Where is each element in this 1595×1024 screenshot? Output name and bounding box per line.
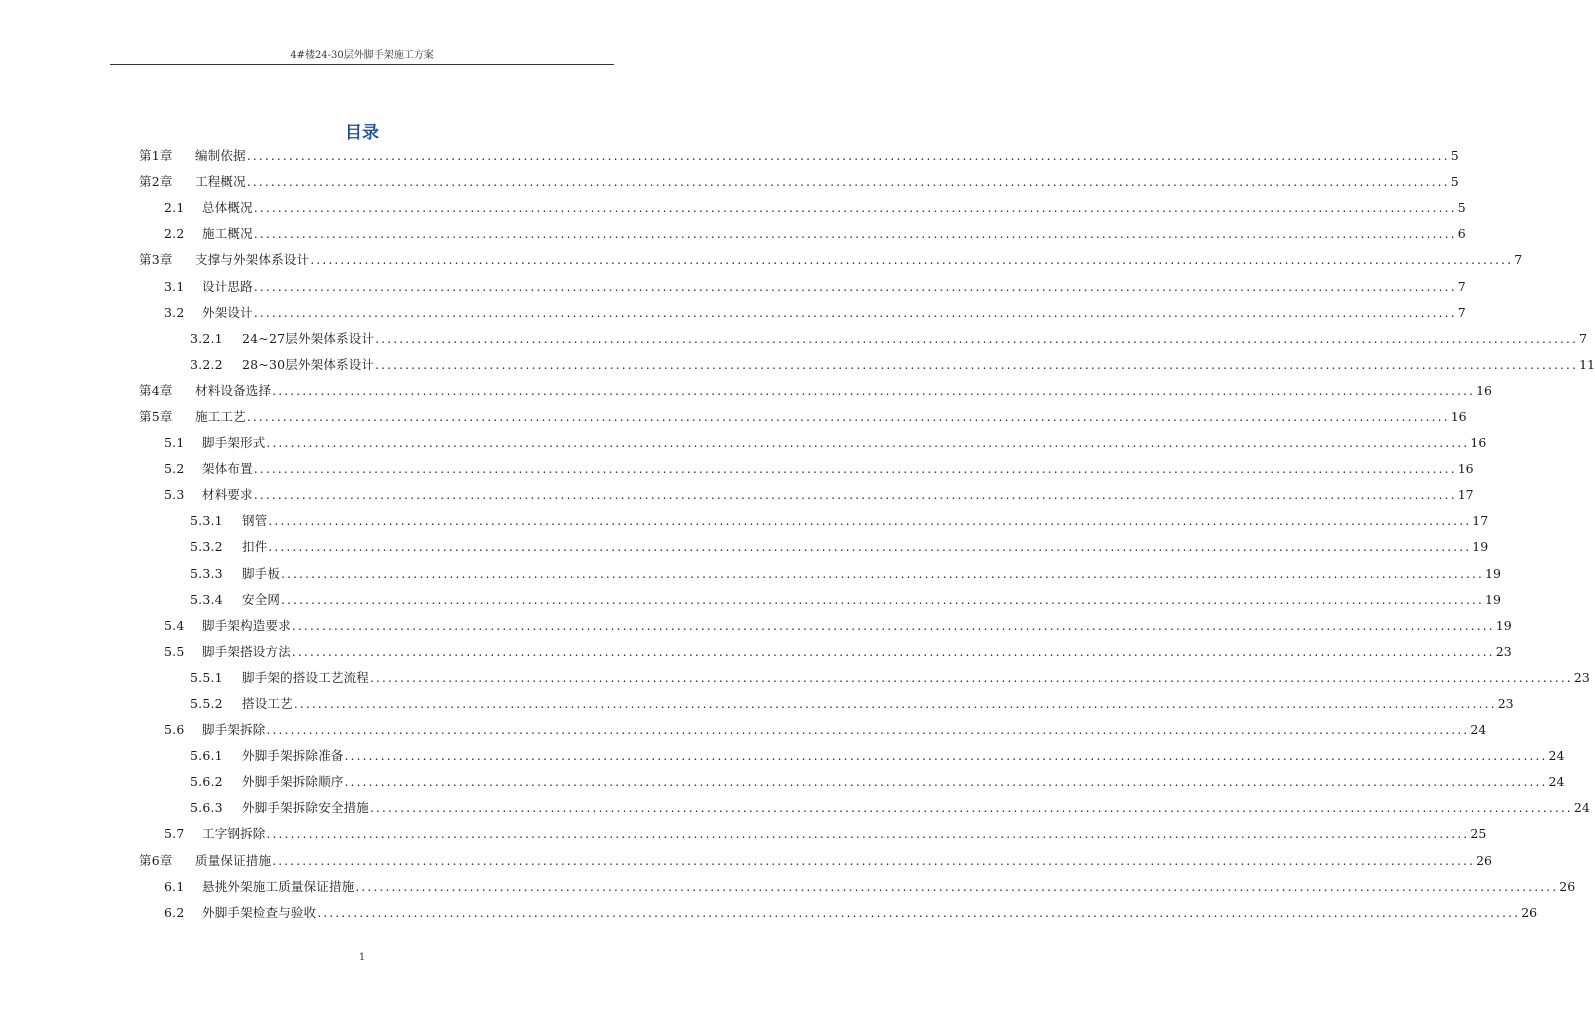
toc-entry[interactable] bbox=[0, 221, 1466, 247]
toc-entry-text: 材料要求 bbox=[202, 487, 253, 503]
toc-entry-text: 外脚手架拆除顺序 bbox=[242, 774, 344, 790]
toc-entry-page: 26 bbox=[1521, 904, 1538, 920]
toc-entry[interactable] bbox=[0, 587, 1501, 613]
toc-entry-page: 7 bbox=[1457, 278, 1466, 294]
toc-entry-text: 施工概况 bbox=[202, 226, 253, 242]
toc-dot-leader: ........................................................................................................................................................................................................ bbox=[293, 697, 1497, 712]
toc-entry-label bbox=[139, 148, 247, 164]
toc-dot-leader: ........................................................................................................................................................................................................ bbox=[344, 775, 1548, 790]
toc-entry-label bbox=[164, 279, 254, 295]
toc-dot-leader: ........................................................................................................................................................................................................ bbox=[370, 801, 1573, 816]
toc-entry-text: 脚手架形式 bbox=[202, 435, 266, 451]
toc-entry[interactable] bbox=[0, 795, 1590, 821]
toc-dot-leader: ........................................................................................................................................................................................................ bbox=[291, 644, 1495, 659]
toc-entry-text: 28~30层外架体系设计 bbox=[242, 356, 375, 372]
toc-entry-label bbox=[190, 331, 375, 347]
toc-title: 目录 bbox=[345, 123, 379, 143]
toc-entry-page: 17 bbox=[1457, 487, 1474, 503]
toc-dot-leader: ........................................................................................................................................................................................................ bbox=[268, 540, 1472, 555]
toc-entry-number: 5.3.2 bbox=[190, 539, 223, 555]
toc-entry-number: 5.3 bbox=[164, 487, 185, 503]
toc-entry-label bbox=[164, 305, 254, 321]
toc-entry-text: 脚手架的搭设工艺流程 bbox=[242, 669, 370, 685]
toc-entry-label bbox=[139, 409, 247, 425]
toc-entry-page: 16 bbox=[1457, 461, 1474, 477]
toc-entry-text: 脚手板 bbox=[242, 565, 281, 581]
toc-entry[interactable] bbox=[0, 665, 1590, 691]
toc-entry-label bbox=[190, 748, 345, 764]
toc-entry-page: 23 bbox=[1495, 643, 1512, 659]
toc-dot-leader: ........................................................................................................................................................................................................ bbox=[253, 279, 1457, 294]
toc-entry[interactable] bbox=[0, 430, 1487, 456]
toc-entry-label bbox=[164, 487, 254, 503]
toc-entry-number: 5.3.4 bbox=[190, 591, 223, 607]
toc-entry-page: 24 bbox=[1548, 748, 1565, 764]
toc-entry-text: 脚手架搭设方法 bbox=[202, 643, 291, 659]
toc-entry-text: 工字钢拆除 bbox=[202, 826, 266, 842]
toc-entry-page: 19 bbox=[1495, 617, 1512, 633]
toc-dot-leader: ........................................................................................................................................................................................................ bbox=[310, 253, 1514, 268]
toc-entry-number: 5.2 bbox=[164, 461, 185, 477]
toc-entry-label bbox=[190, 566, 281, 582]
toc-entry[interactable] bbox=[0, 534, 1489, 560]
toc-entry[interactable] bbox=[0, 821, 1487, 847]
toc-entry-page: 24 bbox=[1573, 800, 1590, 816]
toc-entry-label bbox=[164, 905, 317, 921]
toc-dot-leader: ........................................................................................................................................................................................................ bbox=[375, 331, 1579, 346]
toc-entry-text: 编制依据 bbox=[195, 148, 246, 164]
toc-entry[interactable] bbox=[0, 404, 1467, 430]
toc-dot-leader: ........................................................................................................................................................................................................ bbox=[246, 149, 1450, 164]
toc-entry-text: 钢管 bbox=[242, 513, 268, 529]
toc-entry-number: 6.2 bbox=[164, 904, 185, 920]
toc-entry[interactable] bbox=[0, 639, 1512, 665]
toc-entry-label bbox=[164, 226, 254, 242]
toc-entry-page: 16 bbox=[1476, 382, 1492, 398]
toc-dot-leader: ........................................................................................................................................................................................................ bbox=[317, 905, 1521, 920]
toc-entry-text: 支撑与外架体系设计 bbox=[195, 252, 310, 268]
toc-entry[interactable] bbox=[0, 169, 1459, 195]
toc-entry-page: 19 bbox=[1485, 591, 1501, 607]
toc-entry-label bbox=[190, 513, 268, 529]
toc-dot-leader: ........................................................................................................................................................................................................ bbox=[291, 618, 1495, 633]
toc-entry-label bbox=[164, 644, 292, 660]
toc-entry-number: 5.5.2 bbox=[190, 696, 223, 712]
toc-entry[interactable] bbox=[0, 848, 1492, 874]
toc-entry-page: 6 bbox=[1457, 226, 1466, 242]
toc-entry-label bbox=[190, 592, 281, 608]
page-number: 1 bbox=[358, 952, 366, 963]
toc-entry-number: 3.1 bbox=[164, 278, 185, 294]
toc-entry-text: 悬挑外架施工质量保证措施 bbox=[202, 878, 355, 894]
toc-dot-leader: ........................................................................................................................................................................................................ bbox=[281, 592, 1484, 607]
toc-entry-number: 5.7 bbox=[164, 826, 185, 842]
toc-entry-text: 外脚手架拆除准备 bbox=[242, 748, 344, 764]
toc-entry[interactable] bbox=[0, 456, 1474, 482]
toc-dot-leader: ........................................................................................................................................................................................................ bbox=[246, 409, 1450, 424]
toc-entry-label bbox=[164, 461, 254, 477]
toc-entry-page: 7 bbox=[1579, 330, 1588, 346]
toc-entry-number: 5.6.1 bbox=[190, 748, 223, 764]
toc-entry[interactable] bbox=[0, 613, 1512, 639]
toc-entry-label bbox=[190, 774, 345, 790]
toc-entry-number: 5.6.3 bbox=[190, 800, 223, 816]
table-of-contents bbox=[0, 143, 1595, 926]
toc-entry-text: 架体布置 bbox=[202, 461, 253, 477]
toc-dot-leader: ........................................................................................................................................................................................................ bbox=[253, 305, 1457, 320]
toc-entry-label bbox=[139, 383, 272, 399]
toc-entry-text: 总体概况 bbox=[202, 200, 253, 216]
toc-entry-number: 5.6 bbox=[164, 722, 185, 738]
toc-dot-leader: ........................................................................................................................................................................................................ bbox=[268, 514, 1472, 529]
toc-dot-leader: ........................................................................................................................................................................................................ bbox=[253, 201, 1457, 216]
toc-dot-leader: ........................................................................................................................................................................................................ bbox=[272, 853, 1476, 868]
toc-entry-text: 扣件 bbox=[242, 539, 268, 555]
toc-entry-text: 设计思路 bbox=[202, 278, 253, 294]
toc-dot-leader: ........................................................................................................................................................................................................ bbox=[344, 749, 1548, 764]
toc-entry-number: 第1章 bbox=[139, 148, 173, 164]
toc-entry-label bbox=[190, 696, 294, 712]
toc-entry-label bbox=[164, 618, 292, 634]
toc-entry-number: 2.1 bbox=[164, 200, 185, 216]
toc-entry-label bbox=[164, 826, 267, 842]
toc-dot-leader: ........................................................................................................................................................................................................ bbox=[253, 227, 1457, 242]
toc-entry-number: 第6章 bbox=[139, 852, 173, 868]
toc-entry-text: 外脚手架拆除安全措施 bbox=[242, 800, 370, 816]
toc-dot-leader: ........................................................................................................................................................................................................ bbox=[246, 175, 1450, 190]
toc-entry-number: 5.5.1 bbox=[190, 669, 223, 685]
toc-dot-leader: ........................................................................................................................................................................................................ bbox=[266, 723, 1470, 738]
toc-entry[interactable] bbox=[0, 508, 1489, 534]
toc-entry-text: 外架设计 bbox=[202, 304, 253, 320]
toc-entry-page: 7 bbox=[1457, 304, 1466, 320]
toc-entry-label bbox=[164, 435, 267, 451]
toc-entry-number: 5.4 bbox=[164, 617, 185, 633]
toc-entry-page: 26 bbox=[1559, 878, 1576, 894]
toc-dot-leader: ........................................................................................................................................................................................................ bbox=[272, 383, 1476, 398]
toc-entry-text: 脚手架构造要求 bbox=[202, 617, 291, 633]
toc-entry-text: 施工工艺 bbox=[195, 408, 246, 424]
toc-entry-number: 6.1 bbox=[164, 878, 185, 894]
toc-entry[interactable] bbox=[0, 143, 1459, 169]
toc-entry-number: 第4章 bbox=[139, 382, 173, 398]
toc-entry[interactable] bbox=[0, 482, 1474, 508]
toc-entry-number: 第5章 bbox=[139, 408, 173, 424]
toc-entry-page: 23 bbox=[1497, 696, 1514, 712]
toc-entry[interactable] bbox=[0, 300, 1466, 326]
toc-entry-page: 5 bbox=[1450, 148, 1459, 164]
toc-entry-text: 安全网 bbox=[242, 591, 281, 607]
toc-dot-leader: ........................................................................................................................................................................................................ bbox=[355, 879, 1559, 894]
toc-entry-number: 5.5 bbox=[164, 643, 185, 659]
toc-entry[interactable] bbox=[0, 769, 1565, 795]
toc-entry-label bbox=[164, 722, 267, 738]
toc-entry[interactable] bbox=[0, 195, 1466, 221]
toc-entry-label bbox=[139, 252, 310, 268]
toc-entry-number: 5.3.1 bbox=[190, 513, 223, 529]
toc-entry[interactable] bbox=[0, 326, 1588, 352]
toc-entry-page: 19 bbox=[1485, 565, 1501, 581]
toc-dot-leader: ........................................................................................................................................................................................................ bbox=[266, 827, 1470, 842]
toc-entry-text: 工程概况 bbox=[195, 174, 246, 190]
toc-entry-page: 16 bbox=[1450, 408, 1467, 424]
toc-entry-number: 2.2 bbox=[164, 226, 185, 242]
toc-dot-leader: ........................................................................................................................................................................................................ bbox=[253, 462, 1457, 477]
toc-entry-label bbox=[190, 539, 268, 555]
toc-entry-text: 24~27层外架体系设计 bbox=[242, 330, 375, 346]
toc-entry-page: 24 bbox=[1548, 774, 1565, 790]
toc-entry[interactable] bbox=[0, 352, 1595, 378]
toc-entry[interactable] bbox=[0, 691, 1514, 717]
toc-entry-text: 质量保证措施 bbox=[195, 852, 272, 868]
toc-entry-page: 17 bbox=[1472, 513, 1489, 529]
toc-entry[interactable] bbox=[0, 900, 1538, 926]
toc-entry[interactable] bbox=[0, 874, 1576, 900]
toc-entry-number: 第2章 bbox=[139, 174, 173, 190]
toc-entry-label bbox=[190, 357, 375, 373]
toc-entry-number: 3.2.1 bbox=[190, 330, 223, 346]
toc-entry-page: 25 bbox=[1470, 826, 1487, 842]
toc-entry-page: 24 bbox=[1470, 722, 1487, 738]
toc-entry-label bbox=[139, 853, 272, 869]
toc-entry-number: 5.6.2 bbox=[190, 774, 223, 790]
toc-entry-number: 3.2.2 bbox=[190, 356, 223, 372]
toc-entry-text: 搭设工艺 bbox=[242, 696, 293, 712]
toc-entry[interactable] bbox=[0, 561, 1501, 587]
toc-entry-number: 5.1 bbox=[164, 435, 185, 451]
toc-entry-page: 19 bbox=[1472, 539, 1489, 555]
toc-dot-leader: ........................................................................................................................................................................................................ bbox=[375, 357, 1579, 372]
toc-entry-label bbox=[164, 200, 254, 216]
toc-entry-page: 23 bbox=[1573, 669, 1590, 685]
toc-entry-text: 外脚手架检查与验收 bbox=[202, 904, 317, 920]
toc-entry-page: 5 bbox=[1457, 200, 1466, 216]
toc-entry-number: 5.3.3 bbox=[190, 565, 223, 581]
toc-entry[interactable] bbox=[0, 273, 1466, 299]
toc-dot-leader: ........................................................................................................................................................................................................ bbox=[253, 488, 1457, 503]
toc-entry-text: 脚手架拆除 bbox=[202, 722, 266, 738]
toc-entry-label bbox=[164, 879, 355, 895]
toc-entry[interactable] bbox=[0, 247, 1523, 273]
toc-entry-page: 16 bbox=[1470, 435, 1487, 451]
toc-dot-leader: ........................................................................................................................................................................................................ bbox=[370, 670, 1573, 685]
toc-entry-label bbox=[139, 174, 247, 190]
toc-entry-page: 26 bbox=[1476, 852, 1492, 868]
header-rule bbox=[110, 64, 614, 65]
toc-entry-number: 第3章 bbox=[139, 252, 173, 268]
toc-dot-leader: ........................................................................................................................................................................................................ bbox=[266, 436, 1470, 451]
toc-entry-label bbox=[190, 670, 370, 686]
toc-entry-page: 11 bbox=[1579, 356, 1595, 372]
toc-entry-label bbox=[190, 800, 370, 816]
toc-entry-text: 材料设备选择 bbox=[195, 382, 272, 398]
toc-entry-number: 3.2 bbox=[164, 304, 185, 320]
toc-entry-page: 7 bbox=[1514, 252, 1523, 268]
page-header: 4#楼24-30层外脚手架施工方案 bbox=[290, 50, 434, 61]
toc-entry[interactable] bbox=[0, 378, 1492, 404]
toc-entry-page: 5 bbox=[1450, 174, 1459, 190]
toc-entry[interactable] bbox=[0, 717, 1487, 743]
toc-dot-leader: ........................................................................................................................................................................................................ bbox=[281, 566, 1484, 581]
toc-entry[interactable] bbox=[0, 743, 1565, 769]
